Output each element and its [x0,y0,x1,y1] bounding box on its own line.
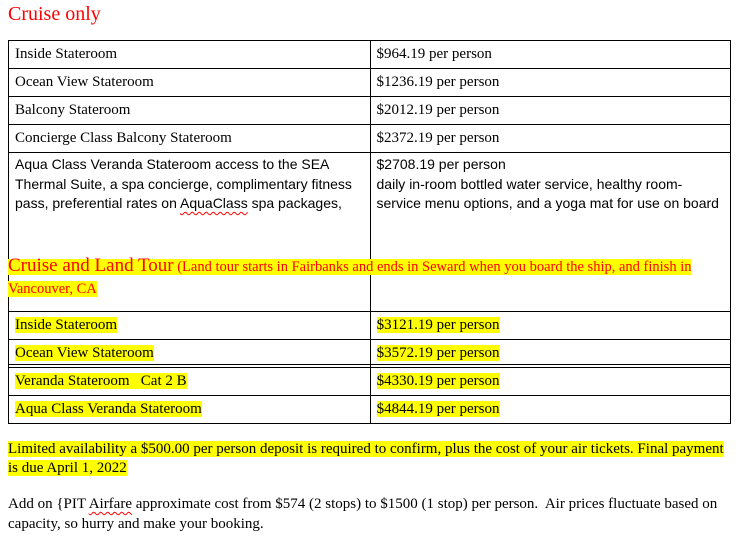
table-row [9,340,731,368]
price-cell: $2372.19 per person [370,125,730,153]
room-type-cell: Balcony Stateroom [9,97,371,125]
room-type-cell: Ocean View Stateroom [9,340,371,368]
room-type-cell: Inside Stateroom [9,41,371,69]
room-type-cell: Aqua Class Veranda Stateroom [9,396,371,424]
airfare-addon-note: Add on {PIT Airfare approximate cost from $574 (2 stops) to $1500 (1 stop) per person. Air prices fluctuate based on capacity, so hurry and make your booking. [8,496,722,532]
room-type-cell: Veranda Stateroom Cat 2 B [9,368,371,396]
price-cell: $964.19 per person [370,41,730,69]
price-cell: $4844.19 per person [370,396,730,424]
table-row [9,97,731,125]
cruise-land-price-table [8,311,731,424]
spellcheck-word: AquaClass [180,195,248,211]
cruise-only-heading: Cruise only [8,3,101,25]
price-cell: $2012.19 per person [370,97,730,125]
price-cell: $3572.19 per person [370,340,730,368]
deposit-note: Limited availability a $500.00 per person deposit is required to confirm, plus the cost of your air tickets. Final payment is due April 1, 2022 [8,441,724,476]
room-type-cell: Concierge Class Balcony Stateroom [9,125,371,153]
room-type-cell: Ocean View Stateroom [9,69,371,97]
cruise-land-subtitle: (Land tour starts in Fairbanks and ends in Seward when you board the ship, and finish in Vancouver, CA [8,259,692,297]
table-row [9,396,731,424]
cruise-land-title: Cruise and Land Tour [8,255,174,276]
price-cell: $4330.19 per person [370,368,730,396]
aqua-room-text: Aqua Class Veranda Stateroom access to the SEA Thermal Suite, a spa concierge, complimentary fitness pass, preferential rates on [15,156,352,211]
room-type-cell: Inside Stateroom [9,312,371,340]
price-cell: $3121.19 per person [370,312,730,340]
price-cell: $1236.19 per person [370,69,730,97]
table-row [9,125,731,153]
table-row [9,368,731,396]
table-row [9,41,731,69]
cruise-land-heading [8,255,723,300]
table-row [9,69,731,97]
aqua-room-text-end: spa packages, [247,195,342,211]
aqua-price: $2708.19 per person [376,156,506,172]
aqua-price-detail: daily in-room bottled water service, healthy room-service menu options, and a yoga mat for use on board [376,175,719,211]
spellcheck-word: Airfare [88,496,132,512]
table-row [9,312,731,340]
